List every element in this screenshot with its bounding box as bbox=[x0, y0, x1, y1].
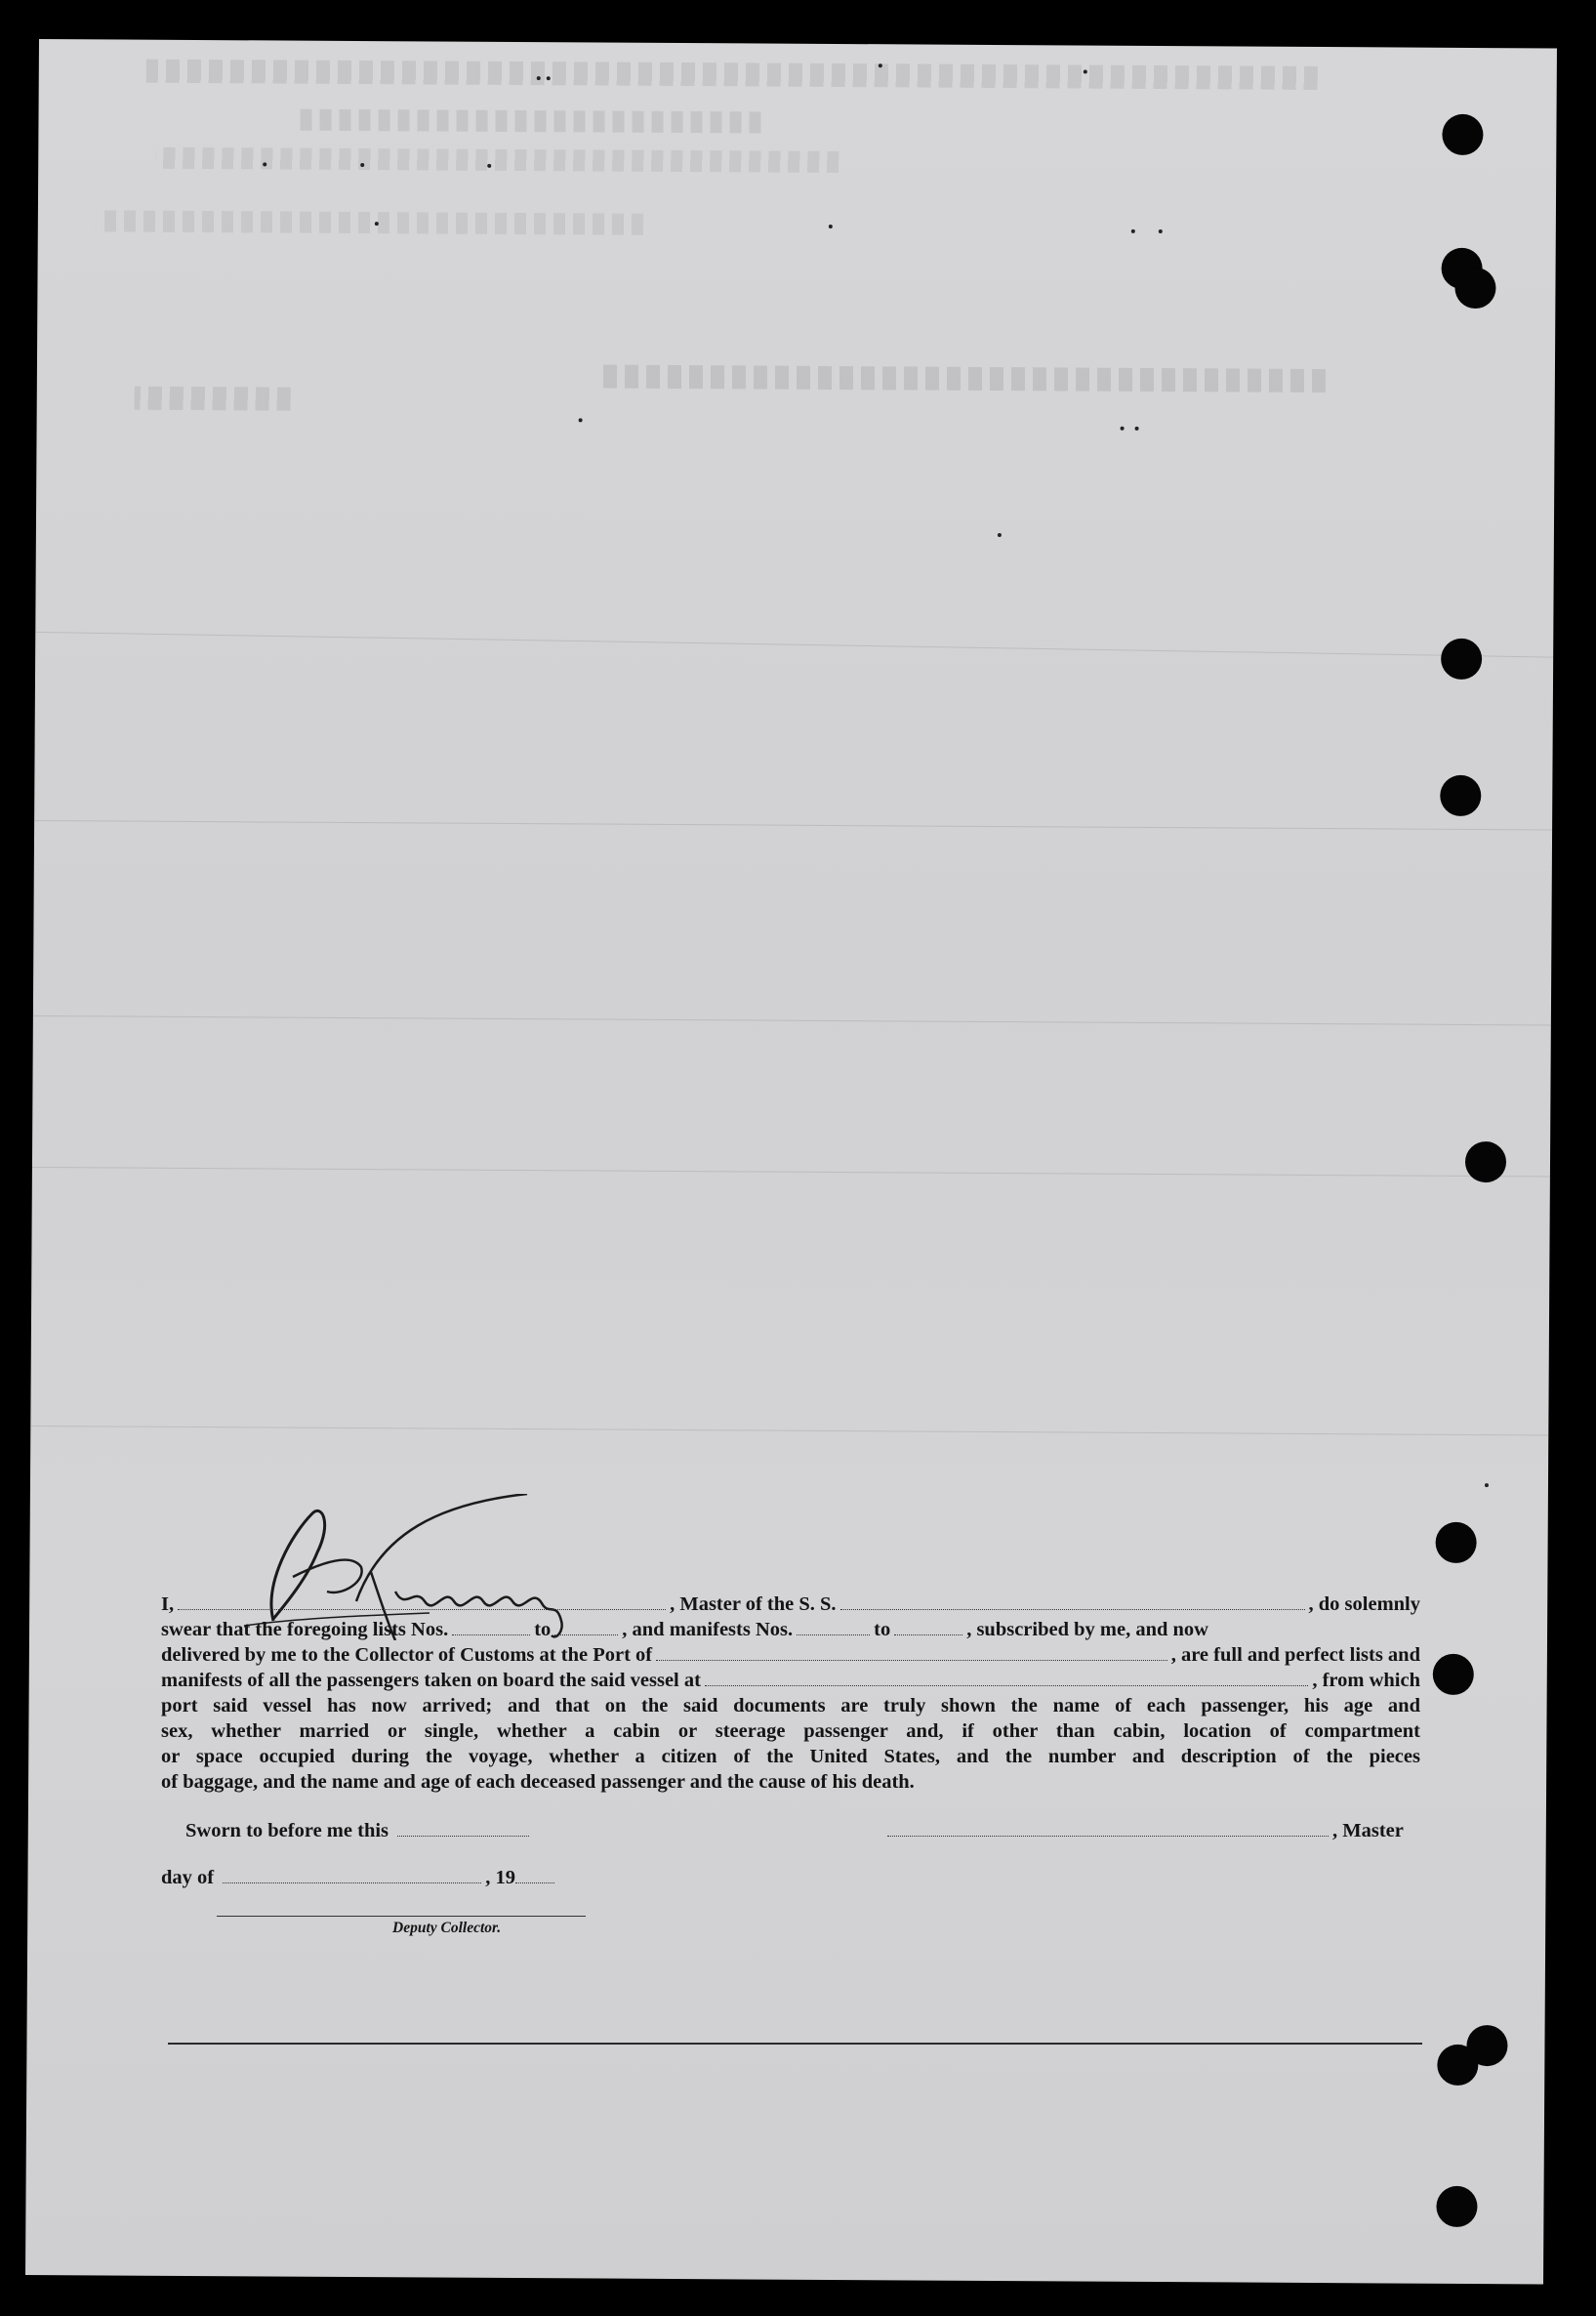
master-signature-blank bbox=[887, 1818, 1329, 1837]
master-signature-line bbox=[883, 1818, 1404, 1842]
bottom-rule bbox=[168, 2043, 1422, 2045]
day-of-line bbox=[161, 1865, 558, 1889]
oath-full: , are full and perfect lists and bbox=[1170, 1644, 1420, 1666]
speck bbox=[829, 225, 833, 228]
speck bbox=[1135, 427, 1139, 431]
oath-subscribed: , subscribed by me, and now bbox=[966, 1619, 1208, 1640]
punch-hole bbox=[1442, 114, 1483, 155]
oath-line-1 bbox=[161, 1592, 1420, 1617]
bleed-line bbox=[34, 820, 1552, 830]
bleed-through-text bbox=[292, 109, 760, 134]
sworn-line bbox=[185, 1818, 533, 1842]
oath-manifests-all: manifests of all the passengers taken on board the said vessel at bbox=[161, 1670, 701, 1691]
speck bbox=[1084, 70, 1087, 74]
month-blank bbox=[223, 1865, 481, 1883]
oath-line-7: or space occupied during the voyage, whether a citizen of the United States, and the number and description of the pieces bbox=[161, 1746, 1420, 1767]
bleed-through-text bbox=[155, 147, 839, 173]
oath-master-of: , Master of the S. S. bbox=[670, 1593, 837, 1615]
oath-manifests: , and manifests Nos. bbox=[622, 1619, 794, 1640]
punch-hole bbox=[1440, 775, 1481, 816]
oath-i: I, bbox=[161, 1593, 175, 1615]
day-of-label: day of bbox=[161, 1867, 215, 1888]
bleed-through-text bbox=[603, 365, 1326, 393]
manifests-from-blank bbox=[797, 1617, 870, 1635]
speck bbox=[1159, 229, 1163, 233]
oath-line-8: of baggage, and the name and age of each deceased passenger and the cause of his death. bbox=[161, 1771, 915, 1793]
oath-line-5: port said vessel has now arrived; and that on the said documents are truly shown the name of each passenger, his age and bbox=[161, 1695, 1420, 1716]
manifests-to-blank bbox=[894, 1617, 962, 1635]
punch-hole bbox=[1436, 2186, 1477, 2227]
punch-hole bbox=[1435, 1522, 1476, 1563]
speck bbox=[998, 533, 1002, 537]
bleed-line bbox=[33, 1015, 1551, 1025]
punch-hole bbox=[1437, 2045, 1478, 2086]
speck bbox=[879, 63, 882, 67]
master-label: , Master bbox=[1332, 1820, 1404, 1841]
oath-line-6: sex, whether married or single, whether a cabin or steerage passenger and, if other than cabin, location of compartment bbox=[161, 1720, 1420, 1742]
bleed-line bbox=[35, 632, 1553, 658]
lists-to-blank bbox=[554, 1617, 618, 1635]
oath-line-3 bbox=[161, 1642, 1420, 1668]
speck bbox=[537, 76, 541, 80]
oath-solemnly: , do solemnly bbox=[1308, 1593, 1420, 1615]
oath-line-4 bbox=[161, 1668, 1420, 1693]
punch-hole bbox=[1433, 1654, 1474, 1695]
year-blank bbox=[515, 1865, 554, 1883]
oath-to-1: to bbox=[534, 1619, 552, 1640]
punch-hole bbox=[1454, 268, 1495, 309]
bleed-line bbox=[32, 1167, 1550, 1177]
bleed-through-text bbox=[146, 60, 1318, 90]
deputy-collector-label: Deputy Collector. bbox=[392, 1920, 502, 1936]
sworn-text: Sworn to before me this bbox=[185, 1820, 389, 1841]
speck bbox=[263, 162, 266, 166]
port-blank bbox=[656, 1642, 1167, 1661]
punch-hole bbox=[1465, 1141, 1506, 1182]
lists-from-blank bbox=[452, 1617, 530, 1635]
oath-swear: swear that the foregoing lists Nos. bbox=[161, 1619, 449, 1640]
speck bbox=[1131, 229, 1135, 233]
speck bbox=[360, 163, 364, 167]
deputy-signature-line bbox=[217, 1916, 586, 1917]
oath-paragraph bbox=[161, 1592, 1420, 1795]
speck bbox=[1121, 427, 1125, 431]
year-prefix: , 19 bbox=[485, 1867, 515, 1888]
bleed-through-text bbox=[97, 210, 643, 234]
document-page bbox=[25, 39, 1557, 2284]
speck bbox=[579, 418, 583, 422]
bleed-through-text bbox=[135, 387, 291, 411]
sworn-date-blank bbox=[397, 1818, 529, 1837]
master-name-blank bbox=[178, 1592, 666, 1610]
speck bbox=[547, 76, 551, 80]
bleed-line bbox=[30, 1426, 1548, 1435]
speck bbox=[1485, 1483, 1489, 1487]
speck bbox=[375, 222, 379, 226]
oath-to-2: to bbox=[874, 1619, 891, 1640]
speck bbox=[487, 164, 491, 168]
oath-line-2 bbox=[161, 1617, 1420, 1642]
ship-name-blank bbox=[840, 1592, 1305, 1610]
embark-port-blank bbox=[705, 1668, 1308, 1686]
punch-hole bbox=[1441, 639, 1482, 680]
oath-delivered: delivered by me to the Collector of Customs at the Port of bbox=[161, 1644, 653, 1666]
oath-from-which: , from which bbox=[1312, 1670, 1420, 1691]
